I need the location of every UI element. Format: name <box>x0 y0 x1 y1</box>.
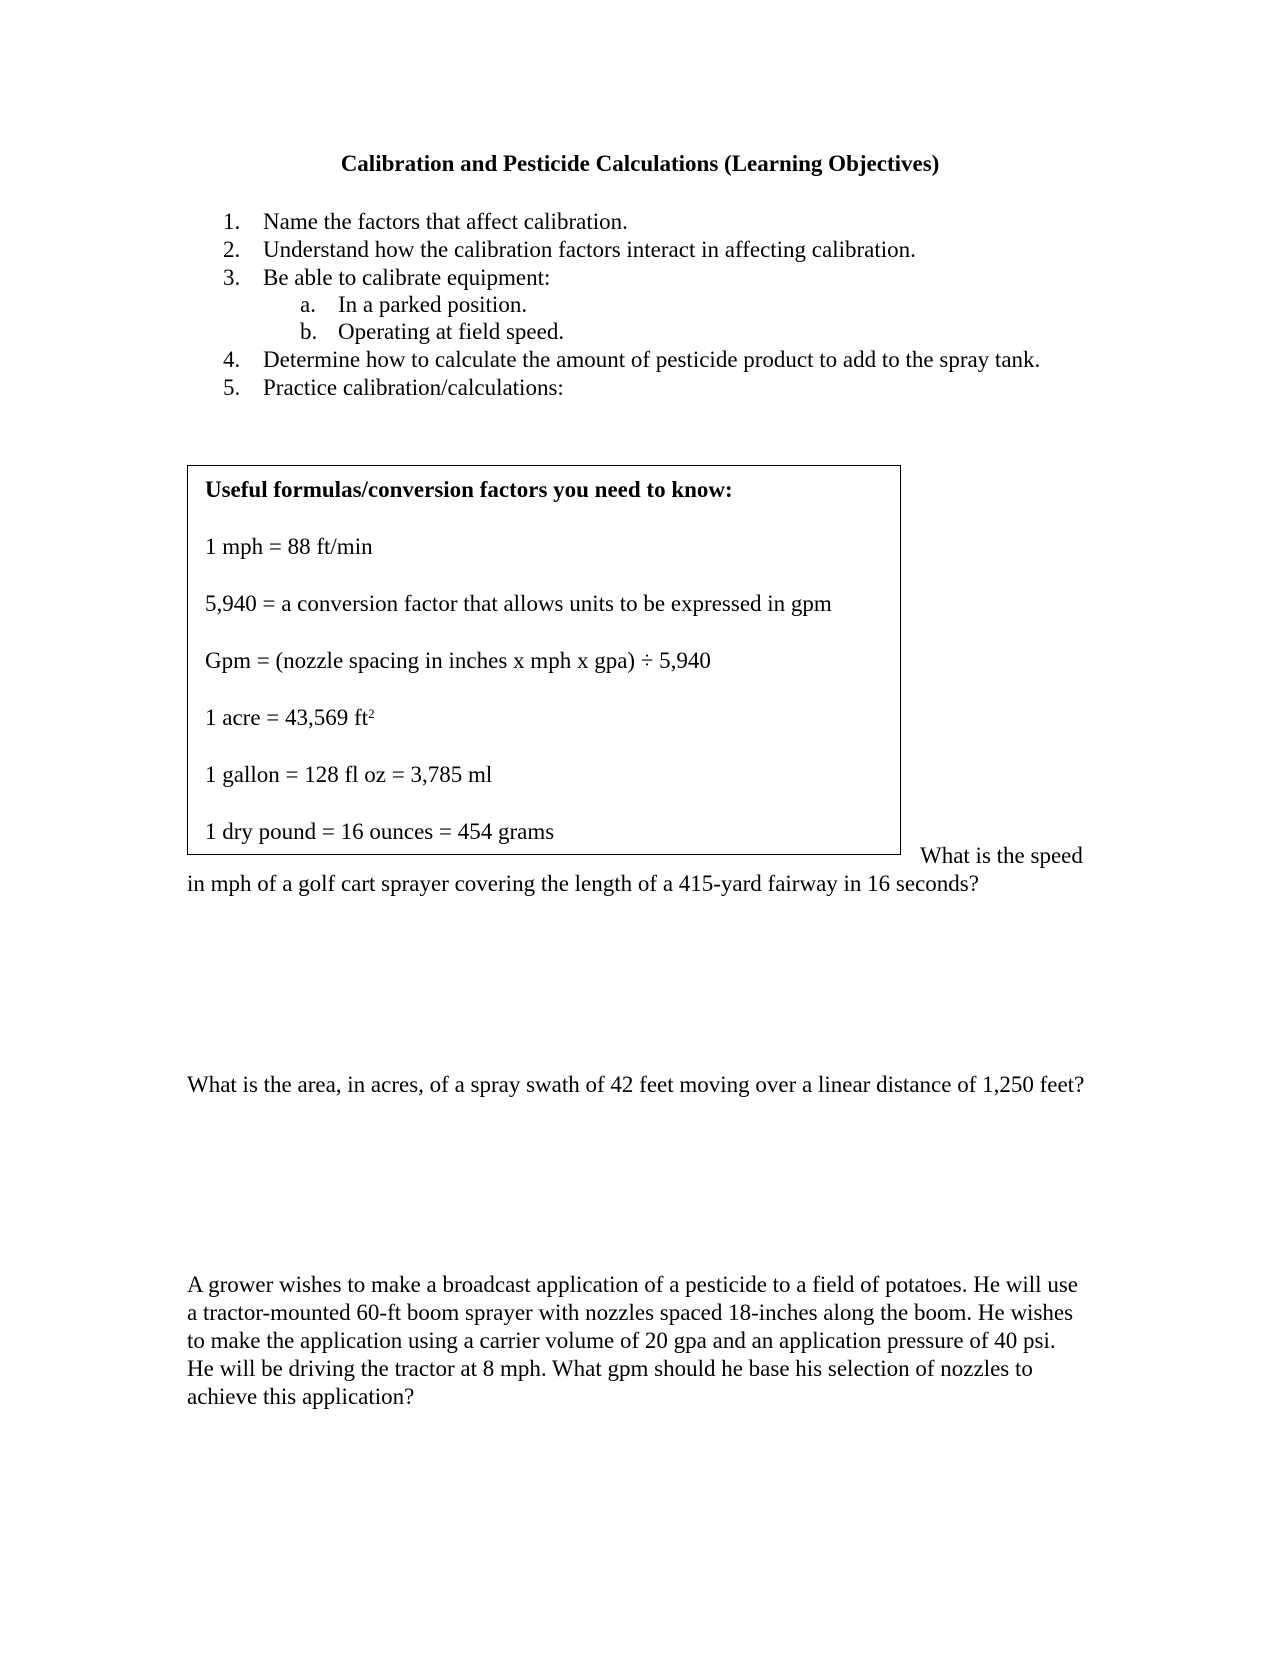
formula-acre-superscript: 2 <box>368 706 375 721</box>
document-title: Calibration and Pesticide Calculations (Learning Objectives) <box>340 151 940 176</box>
objective-text: Practice calibration/calculations: <box>263 375 564 400</box>
formula-box <box>187 465 901 855</box>
objective-text: Name the factors that affect calibration. <box>263 209 628 234</box>
formula-line: Gpm = (nozzle spacing in inches x mph x gpa) ÷ 5,940 <box>205 648 711 673</box>
question-3: A grower wishes to make a broadcast application of a pesticide to a field of potatoes. He will use a tractor-mounted 60-ft boom sprayer with nozzles spaced 18-inches along the boom. He wishes to make the application using a carrier volume of 20 gpa and an application pressure of 40 psi. He will be driving the tractor at 8 mph. What gpm should he base his selection of nozzles to achieve this application? <box>187 1272 1078 1409</box>
formula-line: 1 gallon = 128 fl oz = 3,785 ml <box>205 762 493 787</box>
formula-line: 1 dry pound = 16 ounces = 454 grams <box>205 819 555 844</box>
sub-objective-item <box>263 291 1080 319</box>
question-2: What is the area, in acres, of a spray swath of 42 feet moving over a linear distance of 1,250 feet? <box>187 1072 1085 1097</box>
objective-number: 2. <box>223 237 241 262</box>
sub-objective-letter: a. <box>300 292 316 317</box>
question-1 <box>187 842 1087 898</box>
objective-item <box>200 374 1080 402</box>
formula-line-acre <box>205 704 900 732</box>
formula-acre-text: 1 acre = 43,569 ft <box>205 705 369 730</box>
sub-objective-letter: b. <box>300 319 318 344</box>
objective-item <box>200 264 1080 346</box>
objective-number: 1. <box>223 209 241 234</box>
objective-number: 5. <box>223 375 241 400</box>
objective-text: Be able to calibrate equipment: <box>263 265 551 290</box>
objective-item <box>200 236 1080 264</box>
formula-line: 1 mph = 88 ft/min <box>205 534 373 559</box>
sub-objective-text: In a parked position. <box>338 292 528 317</box>
sub-objective-text: Operating at field speed. <box>338 319 565 344</box>
objective-text: Understand how the calibration factors interact in affecting calibration. <box>263 237 916 262</box>
sub-objective-item <box>263 318 1080 346</box>
objective-item <box>200 208 1080 236</box>
formula-box-heading: Useful formulas/conversion factors you need to know: <box>205 477 733 502</box>
formula-line: 5,940 = a conversion factor that allows units to be expressed in gpm <box>205 591 832 616</box>
learning-objectives-list <box>200 208 1080 402</box>
objective-number: 3. <box>223 265 241 290</box>
objective-item <box>200 346 1080 374</box>
question-1-text: What is the speed in mph of a golf cart sprayer covering the length of a 415-yard fairway in 16 seconds? <box>187 843 1083 896</box>
objective-number: 4. <box>223 347 241 372</box>
objective-text: Determine how to calculate the amount of pesticide product to add to the spray tank. <box>263 347 1041 372</box>
sub-objectives-list <box>263 291 1080 346</box>
